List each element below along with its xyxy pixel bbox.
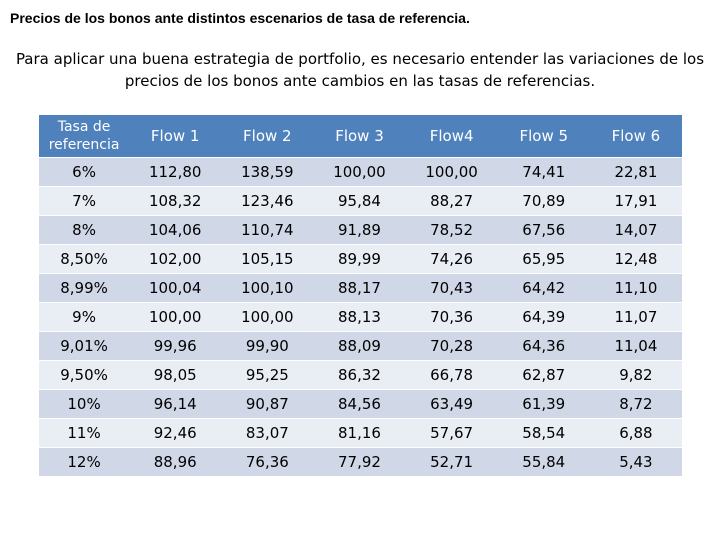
table-row <box>39 303 682 332</box>
header-flow-5: Flow 5 <box>498 115 590 158</box>
price-cell: 112,80 <box>129 158 221 187</box>
price-cell: 70,36 <box>406 303 498 332</box>
price-cell: 14,07 <box>590 216 682 245</box>
rate-cell: 6% <box>39 158 129 187</box>
table-row <box>39 332 682 361</box>
price-cell: 70,89 <box>498 187 590 216</box>
header-flow-6: Flow 6 <box>590 115 682 158</box>
price-cell: 105,15 <box>221 245 313 274</box>
price-cell: 102,00 <box>129 245 221 274</box>
price-cell: 70,28 <box>406 332 498 361</box>
price-cell: 70,43 <box>406 274 498 303</box>
price-cell: 100,00 <box>406 158 498 187</box>
price-cell: 58,54 <box>498 419 590 448</box>
price-cell: 11,04 <box>590 332 682 361</box>
price-cell: 86,32 <box>313 361 405 390</box>
rate-cell: 9% <box>39 303 129 332</box>
table-row <box>39 216 682 245</box>
price-cell: 88,27 <box>406 187 498 216</box>
price-cell: 95,25 <box>221 361 313 390</box>
table-row <box>39 361 682 390</box>
price-cell: 81,16 <box>313 419 405 448</box>
price-cell: 88,13 <box>313 303 405 332</box>
table-row <box>39 187 682 216</box>
price-cell: 88,17 <box>313 274 405 303</box>
price-cell: 77,92 <box>313 448 405 477</box>
price-cell: 99,90 <box>221 332 313 361</box>
table-header-row <box>39 115 682 158</box>
table-row <box>39 158 682 187</box>
price-cell: 11,10 <box>590 274 682 303</box>
price-cell: 74,26 <box>406 245 498 274</box>
price-cell: 92,46 <box>129 419 221 448</box>
price-cell: 83,07 <box>221 419 313 448</box>
price-cell: 110,74 <box>221 216 313 245</box>
price-cell: 78,52 <box>406 216 498 245</box>
rate-cell: 10% <box>39 390 129 419</box>
price-cell: 99,96 <box>129 332 221 361</box>
bond-price-table <box>39 114 682 476</box>
header-flow-3: Flow 3 <box>313 115 405 158</box>
price-cell: 61,39 <box>498 390 590 419</box>
price-cell: 64,39 <box>498 303 590 332</box>
price-cell: 76,36 <box>221 448 313 477</box>
price-cell: 91,89 <box>313 216 405 245</box>
price-cell: 98,05 <box>129 361 221 390</box>
price-cell: 52,71 <box>406 448 498 477</box>
price-cell: 100,00 <box>129 303 221 332</box>
price-cell: 123,46 <box>221 187 313 216</box>
price-cell: 65,95 <box>498 245 590 274</box>
table-row <box>39 274 682 303</box>
price-cell: 9,82 <box>590 361 682 390</box>
price-cell: 100,04 <box>129 274 221 303</box>
rate-cell: 7% <box>39 187 129 216</box>
price-cell: 66,78 <box>406 361 498 390</box>
table-row <box>39 390 682 419</box>
price-cell: 57,67 <box>406 419 498 448</box>
table-row <box>39 419 682 448</box>
price-cell: 138,59 <box>221 158 313 187</box>
table-body <box>39 158 682 477</box>
rate-cell: 9,01% <box>39 332 129 361</box>
price-cell: 22,81 <box>590 158 682 187</box>
price-cell: 55,84 <box>498 448 590 477</box>
price-cell: 62,87 <box>498 361 590 390</box>
rate-cell: 11% <box>39 419 129 448</box>
price-cell: 100,00 <box>221 303 313 332</box>
price-cell: 5,43 <box>590 448 682 477</box>
price-cell: 63,49 <box>406 390 498 419</box>
rate-cell: 8% <box>39 216 129 245</box>
price-cell: 6,88 <box>590 419 682 448</box>
price-cell: 88,96 <box>129 448 221 477</box>
price-cell: 96,14 <box>129 390 221 419</box>
price-cell: 67,56 <box>498 216 590 245</box>
price-cell: 104,06 <box>129 216 221 245</box>
price-cell: 100,10 <box>221 274 313 303</box>
header-flow-4: Flow4 <box>406 115 498 158</box>
price-cell: 84,56 <box>313 390 405 419</box>
rate-cell: 9,50% <box>39 361 129 390</box>
table-row <box>39 245 682 274</box>
page-title: Precios de los bonos ante distintos escenarios de tasa de referencia. <box>10 10 470 26</box>
price-cell: 88,09 <box>313 332 405 361</box>
price-cell: 90,87 <box>221 390 313 419</box>
price-cell: 8,72 <box>590 390 682 419</box>
price-cell: 108,32 <box>129 187 221 216</box>
intro-paragraph: Para aplicar una buena estrategia de portfolio, es necesario entender las variaciones de los precios de los bonos ante cambios en las tasas de referencias. <box>15 50 705 90</box>
price-cell: 11,07 <box>590 303 682 332</box>
price-cell: 64,42 <box>498 274 590 303</box>
rate-cell: 12% <box>39 448 129 477</box>
rate-cell: 8,50% <box>39 245 129 274</box>
price-cell: 89,99 <box>313 245 405 274</box>
price-cell: 95,84 <box>313 187 405 216</box>
price-cell: 12,48 <box>590 245 682 274</box>
rate-cell: 8,99% <box>39 274 129 303</box>
price-cell: 100,00 <box>313 158 405 187</box>
header-flow-2: Flow 2 <box>221 115 313 158</box>
table-row <box>39 448 682 477</box>
price-cell: 74,41 <box>498 158 590 187</box>
header-rate: Tasa de referencia <box>39 115 129 158</box>
header-flow-1: Flow 1 <box>129 115 221 158</box>
price-cell: 64,36 <box>498 332 590 361</box>
price-cell: 17,91 <box>590 187 682 216</box>
